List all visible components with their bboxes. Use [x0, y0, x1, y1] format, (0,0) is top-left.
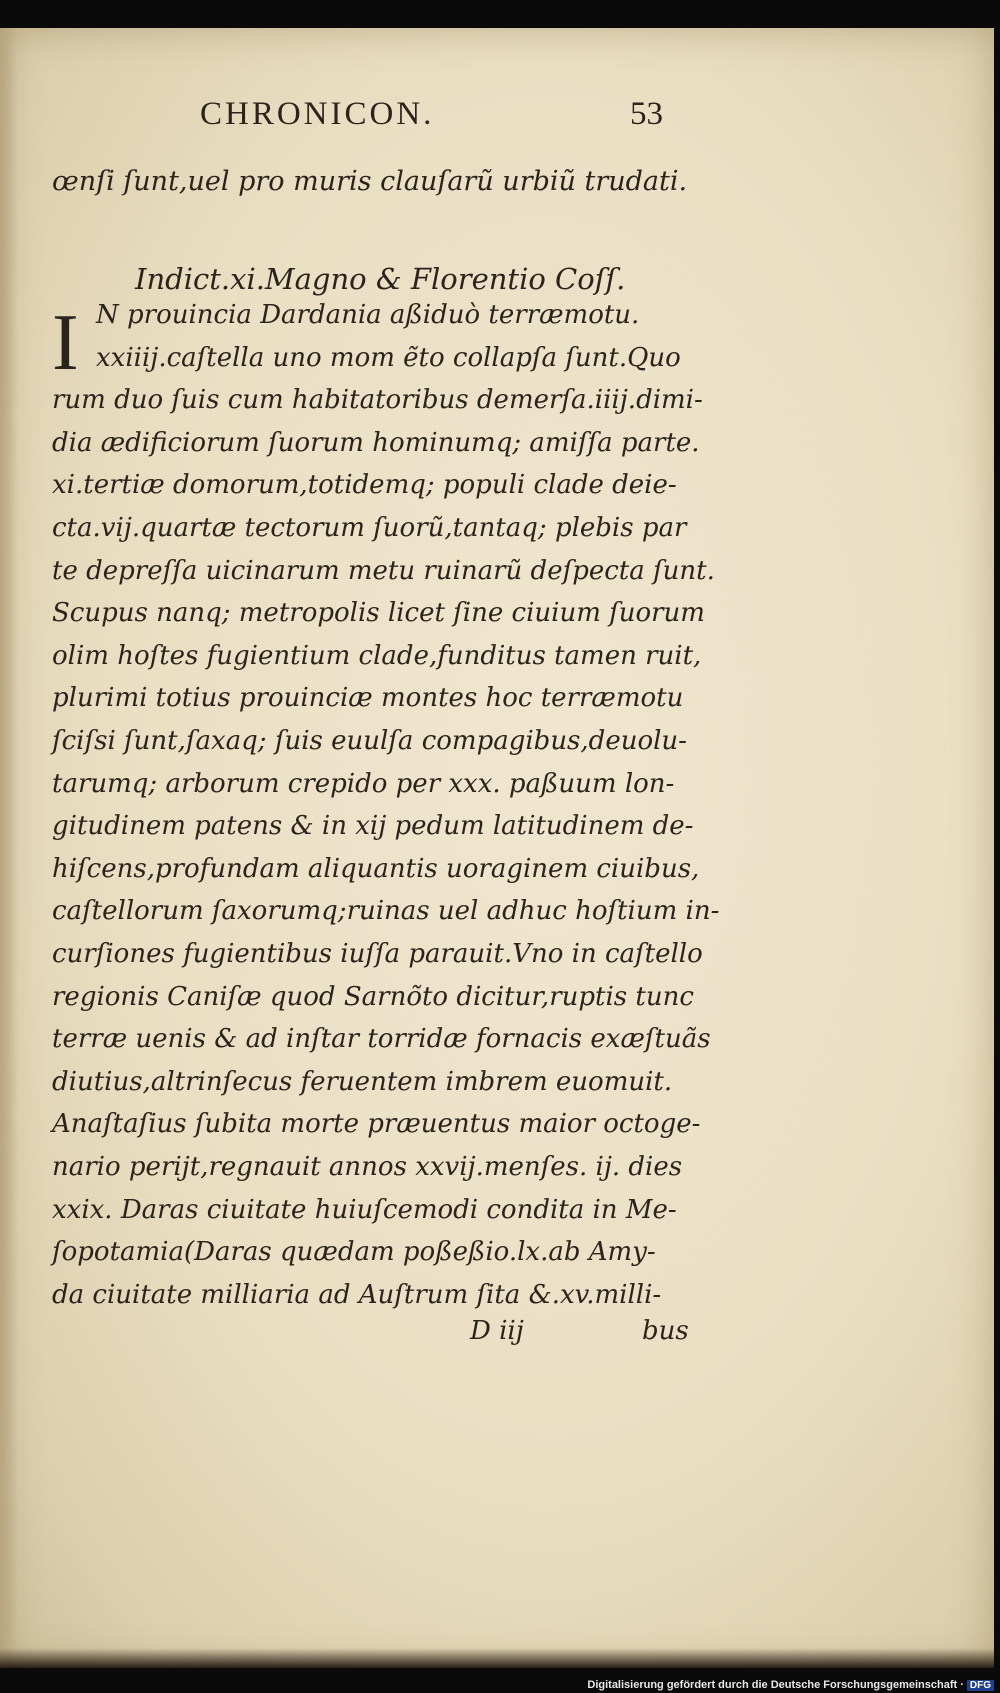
signature-mark: D iij	[470, 1316, 524, 1346]
digitization-credit	[587, 1679, 994, 1691]
text-line: diutius,altrinſecus feruentem imbrem euomuit.	[52, 1066, 673, 1097]
text-line: plurimi totius prouinciæ montes hoc terræmotu	[52, 683, 684, 714]
page-number: 53	[630, 96, 663, 132]
text-line: curſiones fugientibus iuſſa parauit.Vno in caſtello	[52, 939, 703, 969]
text-line: da ciuitate milliaria ad Auſtrum ſita &.xv.milli-	[52, 1279, 662, 1310]
text-line: xxix. Daras ciuitate huiuſcemodi condita in Me-	[52, 1194, 677, 1225]
catchword: bus	[642, 1316, 689, 1346]
text-line: rum duo ſuis cum habitatoribus demerſa.iiij.dimi-	[52, 385, 703, 416]
text-line: nario perijt,regnauit annos xxvij.menſes. ij. dies	[52, 1152, 683, 1182]
carryover-line: œnſi ſunt,uel pro muris clauſarũ urbiũ trudati.	[52, 166, 688, 197]
text-line: cta.vij.quartæ tectorum ſuorũ,tantaq; plebis par	[52, 513, 687, 543]
dfg-logo: DFG	[967, 1680, 994, 1691]
text-line: ſciſsi ſunt,ſaxaq; ſuis euulſa compagibus,deuolu-	[52, 726, 687, 756]
credit-text: Digitalisierung gefördert durch die Deutsche Forschungsgemeinschaft ·	[587, 1679, 964, 1691]
text-line: gitudinem patens & in xij pedum latitudinem de-	[52, 811, 694, 842]
page-bottom-edge	[0, 1648, 994, 1668]
text-line: tarumq; arborum crepido per xxx. paßuum lon-	[52, 768, 675, 799]
running-head: CHRONICON.	[200, 96, 435, 132]
text-line: Scupus nanq; metropolis licet ſine ciuium ſuorum	[52, 598, 705, 629]
text-line: dia ædificiorum ſuorum hominumq; amiſſa parte.	[52, 427, 700, 458]
text-line: te depreſſa uicinarum metu ruinarũ deſpecta ſunt.	[52, 555, 715, 586]
text-line: olim hoſtes fugientium clade,funditus tamen ruit,	[52, 640, 702, 671]
text-line: Anaſtaſius ſubita morte præuentus maior octoge-	[52, 1109, 701, 1140]
text-line: terræ uenis & ad inſtar torridæ fornacis exæſtuãs	[52, 1024, 711, 1055]
text-line: xxiiij.caſtella uno mom ẽto collapſa ſunt.Quo	[96, 342, 681, 373]
text-line: regionis Caniſæ quod Sarnõto dicitur,ruptis tunc	[52, 981, 694, 1012]
drop-initial: I	[52, 299, 79, 387]
text-line: ſopotamia(Daras quædam poßeßio.lx.ab Amy-	[52, 1237, 656, 1268]
section-heading: Indict.xi.Magno & Florentio Coſſ.	[135, 262, 626, 296]
text-line: N prouincia Dardania aßiduò terræmotu.	[96, 300, 640, 330]
page-gutter-shadow	[0, 28, 18, 1668]
text-line: hiſcens,profundam aliquantis uoraginem ciuibus,	[52, 853, 700, 884]
text-line: caſtellorum ſaxorumq;ruinas uel adhuc hoſtium in-	[52, 896, 720, 927]
text-line: xi.tertiæ domorum,totidemq; populi clade deie-	[52, 470, 677, 501]
